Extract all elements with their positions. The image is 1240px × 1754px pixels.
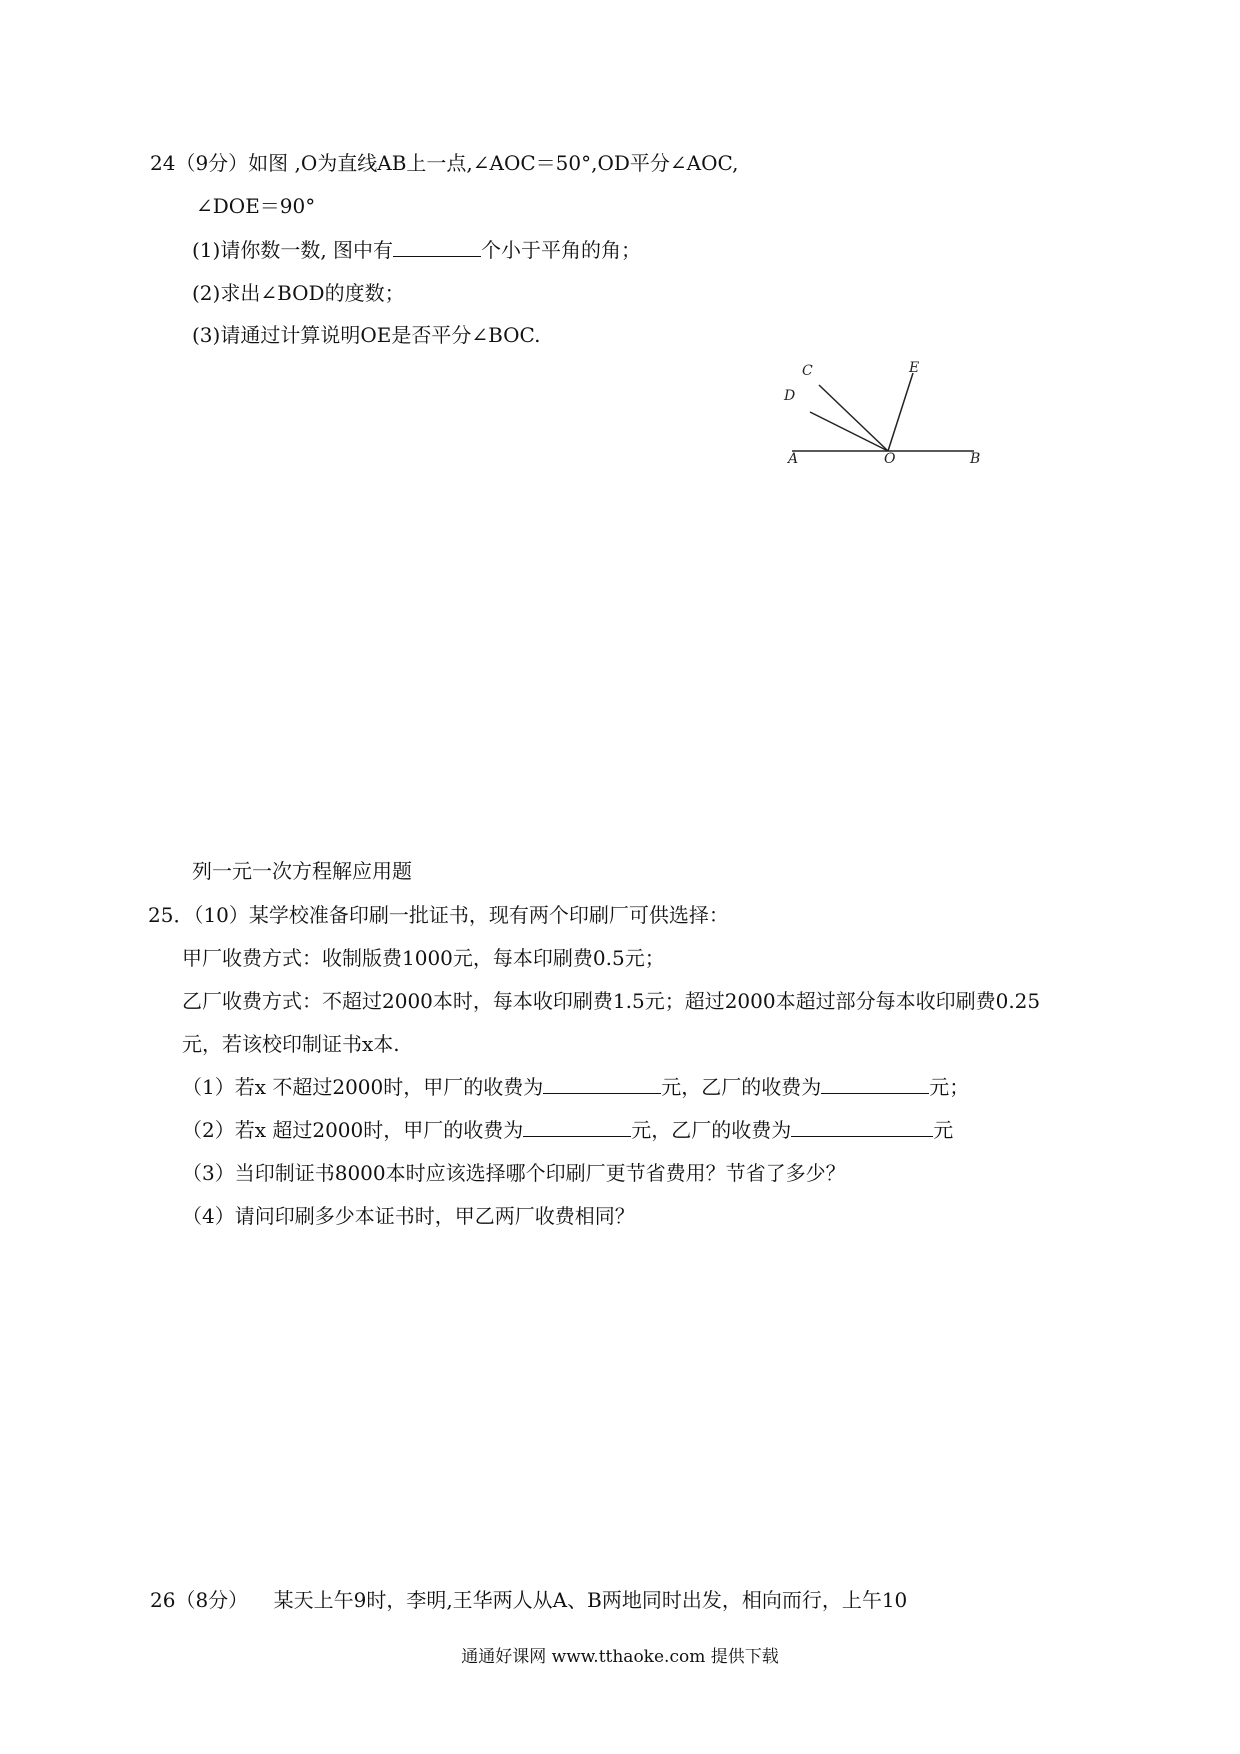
q25-factory-yi: 乙厂收费方式：不超过2000本时，每本收印刷费1.5元；超过2000本超过部分每本收印刷费0.25: [182, 989, 1041, 1013]
q24-stem-continued: ∠DOE＝90°: [196, 194, 316, 218]
q25-factory-jia: 甲厂收费方式：收制版费1000元，每本印刷费0.5元；: [182, 946, 665, 970]
q25-part1: [182, 1074, 969, 1100]
q26-stem: 26（8分） 某天上午9时，李明,王华两人从A、B两地同时出发，相向而行，上午10: [150, 1588, 908, 1612]
q25-factory-yi-continued: 元，若该校印制证书x本.: [182, 1032, 400, 1056]
angle-figure: [778, 356, 988, 468]
label-o: O: [884, 451, 896, 467]
q25-stem: 25．（10）某学校准备印刷一批证书，现有两个印刷厂可供选择：: [148, 903, 729, 927]
q25-part2-blank-yi[interactable]: [791, 1118, 933, 1137]
q25-part1-c: 元；: [929, 1075, 970, 1099]
label-e: E: [909, 360, 920, 376]
q25-part2-c: 元: [933, 1118, 954, 1142]
q24-part1-prefix: (1)请你数一数, 图中有: [192, 238, 394, 262]
q24-part3: (3)请通过计算说明OE是否平分∠BOC.: [192, 323, 541, 347]
q24-part2: (2)求出∠BOD的度数；: [192, 281, 405, 305]
ray-oc: [819, 385, 888, 451]
label-c: C: [802, 363, 813, 379]
q25-part2-blank-jia[interactable]: [523, 1118, 631, 1137]
footer-download-note: 通通好课网 www.tthaoke.com 提供下载: [461, 1647, 779, 1667]
q25-part1-blank-jia[interactable]: [543, 1075, 661, 1094]
q25-part4: （4）请问印刷多少本证书时，甲乙两厂收费相同？: [182, 1204, 635, 1228]
ray-oe: [888, 373, 913, 451]
label-a: A: [788, 451, 799, 467]
label-d: D: [784, 388, 796, 404]
q24-stem: 24（9分）如图 ,O为直线AB上一点,∠AOC＝50°,OD平分∠AOC,: [150, 151, 739, 175]
q25-part2: [182, 1117, 953, 1143]
ray-od: [810, 412, 888, 451]
section-title: 列一元一次方程解应用题: [192, 859, 412, 883]
q25-part1-blank-yi[interactable]: [821, 1075, 929, 1094]
q24-part1-suffix: 个小于平角的角；: [481, 238, 642, 262]
q25-part3: （3）当印制证书8000本时应该选择哪个印刷厂更节省费用？节省了多少？: [182, 1161, 846, 1185]
q25-part2-a: （2）若x 超过2000时，甲厂的收费为: [182, 1118, 524, 1142]
label-b: B: [970, 451, 981, 467]
q24-part1-blank[interactable]: [393, 238, 481, 257]
q25-part2-b: 元，乙厂的收费为: [631, 1118, 792, 1142]
q25-part1-b: 元，乙厂的收费为: [661, 1075, 822, 1099]
q24-part1: [192, 237, 641, 263]
q25-part1-a: （1）若x 不超过2000时，甲厂的收费为: [182, 1075, 544, 1099]
